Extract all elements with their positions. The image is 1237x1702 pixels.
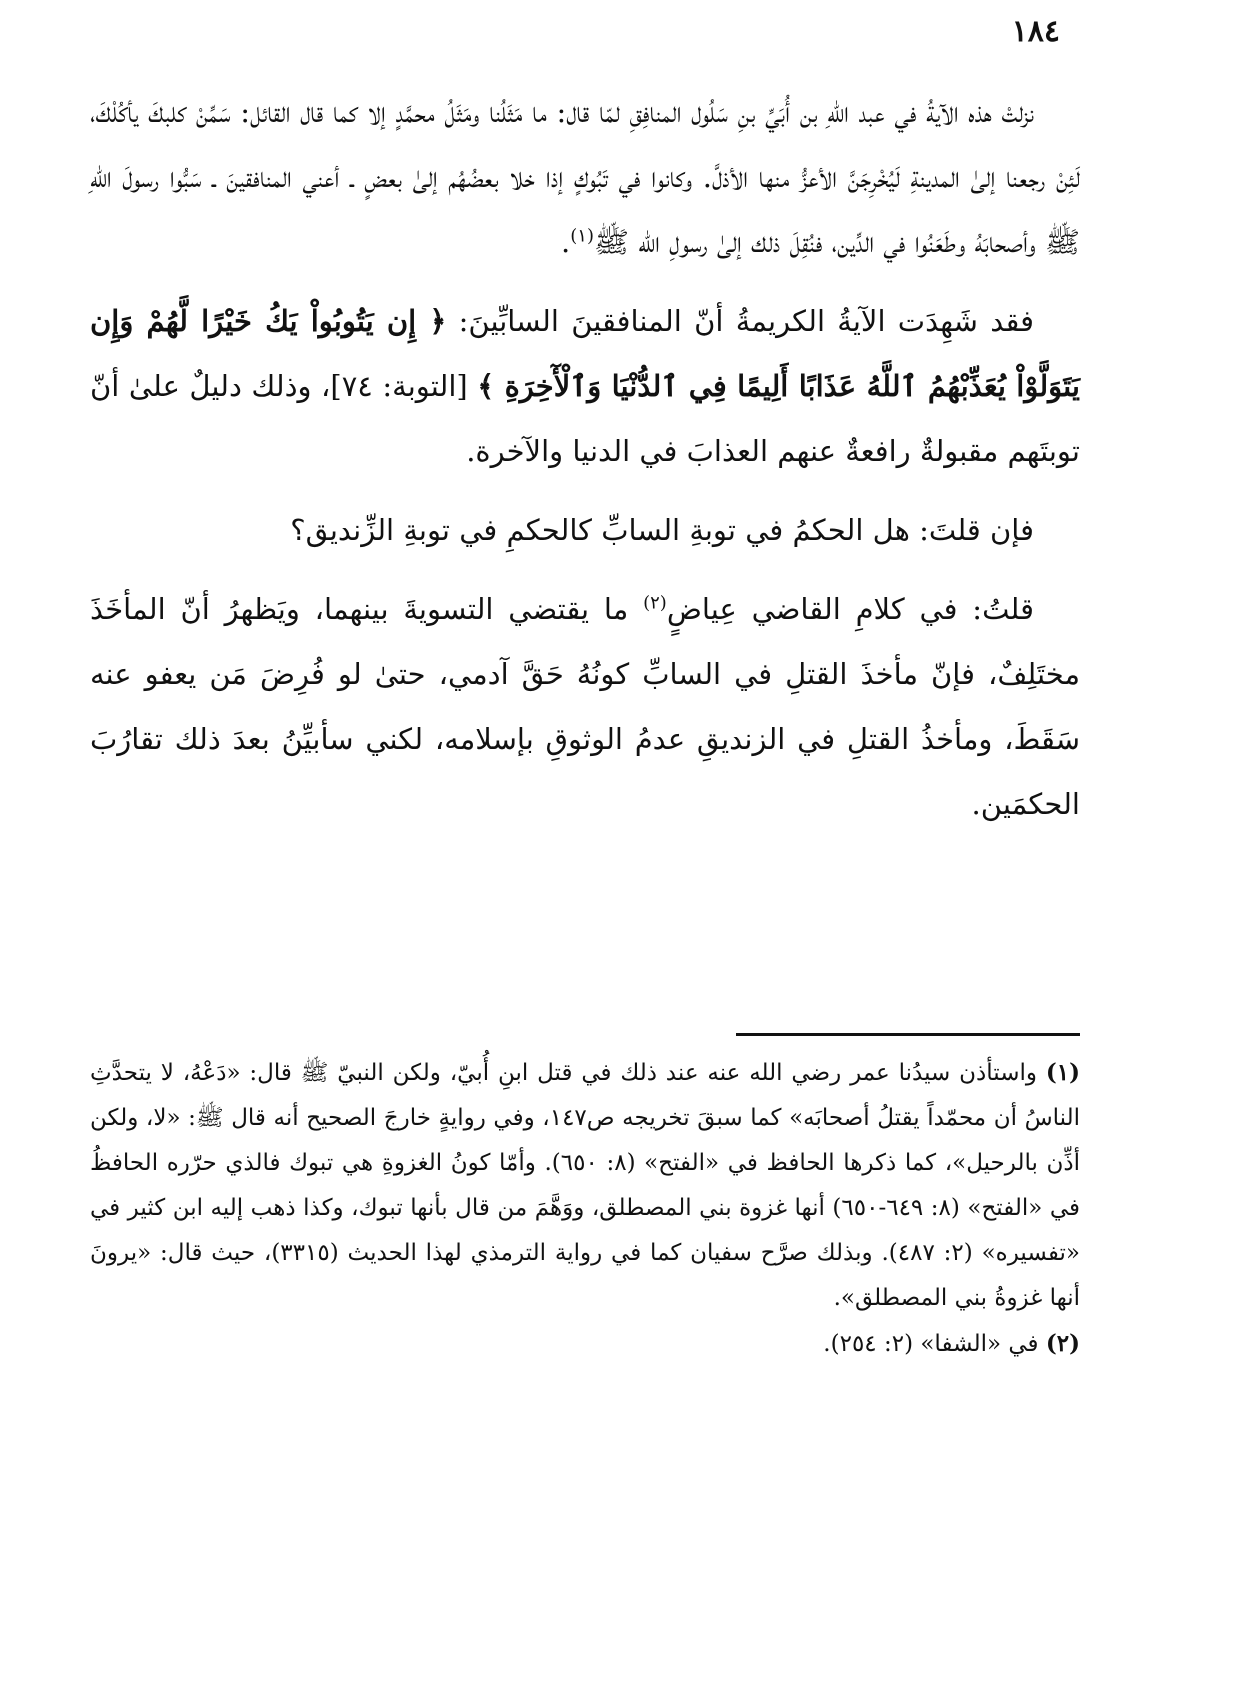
paragraph-1-text: نزلتْ هذه الآيةُ في عبد اللهِ بن أُبَيِّ بنِ سَلُول المنافِقِ لمّا قال: ما مَثَلُنا ومَثَلُ محمَّدٍ إلا كما قال القائل: سَمِّنْ كلبكَ يأكُلْكَ، لَئِنْ رجعنا إلىٰ المدينةِ لَيُخْرِجَنَّ الأعزُّ منها الأذلَّ. وكانوا في تَبُوكٍ إذا خلا بعضُهُم إلىٰ بعضٍ ـ أعني المنافقينَ ـ سَبُّوا رسولَ اللهِ ﷺ وأصحابَهُ وطَعَنُوا في الدِّين، فنُقِلَ ذلك إلىٰ رسولِ الله ﷺ: [90, 95, 1080, 259]
paragraph-2-text: فقد شَهِدَت الآيةُ الكريمةُ أنّ المنافقينَ السابِّينَ:: [458, 304, 1035, 338]
paragraph-2: [90, 289, 1080, 484]
footnote-1-number: (١): [1045, 1059, 1081, 1086]
paragraph-4-tail: ما يقتضي التسويةَ بينهما، ويَظهرُ أنّ المأخَذَ مختَلِفٌ، فإنّ مأخذَ القتلِ في السابِّ كونُهُ حَقَّ آدمي، حتىٰ لو فُرِضَ مَن يعفو عنه سَقَطَ، ومأخذُ القتلِ في الزنديقِ عدمُ الوثوقِ بإسلامه، لكني سأبيِّنُ بعدَ ذلك تقارُبَ الحكمَين.: [90, 592, 1080, 821]
footnote-2-number: (٢): [1045, 1330, 1080, 1357]
footnote-2: [90, 1321, 1080, 1367]
footnote-1-text: واستأذن سيدُنا عمر رضي الله عنه عند ذلك في قتل ابنِ أُبيّ، ولكن النبيّ ﷺ قال: «دَعْهُ، لا يتحدَّثِ الناسُ أن محمّداً يقتلُ أصحابَه» كما سبقَ تخريجه ص١٤٧، وفي روايةٍ خارجَ الصحيح أنه قال ﷺ: «لا، ولكن أذِّن بالرحيل»، كما ذكرها الحافظ في «الفتح» (٨: ٦٥٠). وأمّا كونُ الغزوةِ هي تبوك فالذي حرّره الحافظُ في «الفتح» (٨: ٦٤٩-٦٥٠) أنها غزوة بني المصطلق، ووَهَّمَ من قال بأنها تبوك، وكذا ذهب إليه ابن كثير في «تفسيره» (٢: ٤٨٧). وبذلك صرَّح سفيان كما في رواية الترمذي لهذا الحديث (٣٣١٥)، حيث قال: «يرونَ أنها غزوةُ بني المصطلق».: [90, 1060, 1081, 1311]
paragraph-4: [90, 577, 1080, 837]
main-text: [90, 80, 1080, 837]
footnote-2-text: في «الشفا» (٢: ٢٥٤).: [823, 1331, 1039, 1357]
footnote-ref-2[interactable]: (٢): [643, 592, 667, 614]
paragraph-1: نزلتْ هذه الآيةُ في عبد اللهِ بن أُبَيِّ بنِ سَلُول المنافِقِ لمّا قال: ما مَثَلُنا ومَثَلُ محمَّدٍ إلا كما قال القائل: سَمِّنْ كلبكَ يأكُلْكَ، لَئِنْ رجعنا إلىٰ المدينةِ لَيُخْرِجَنَّ الأعزُّ منها الأذلَّ. وكانوا في تَبُوكٍ إذا خلا بعضُهُم إلىٰ بعضٍ ـ أعني المنافقينَ ـ سَبُّوا رسولَ اللهِ ﷺ وأصحابَهُ وطَعَنُوا في الدِّين، فنُقِلَ ذلك إلىٰ رسولِ الله ﷺ$^{(١)}$.: [90, 95, 1080, 259]
paragraph-4-text: قلتُ: في كلامِ القاضي عِياضٍ: [666, 592, 1035, 626]
footnote-ref-1[interactable]: (١): [570, 225, 594, 247]
footnote-divider: [736, 1033, 1080, 1036]
footnote-1: [90, 1050, 1080, 1321]
quran-verse: ﴿ إِن يَتُوبُواْ يَكُ خَيْرًا لَّهُمْ وَإِن يَتَوَلَّوْاْ يُعَذِّبْهُمُ ٱللَّهُ عَذَابًا أَلِيمًا فِي ٱلدُّنْيَا وَٱلْأٓخِرَةِ ﴾: [90, 304, 1080, 403]
footnotes: [90, 1050, 1080, 1367]
paragraph-3-text: فإن قلتَ: هل الحكمُ في توبةِ السابِّ كالحكمِ في توبةِ الزِّنديق؟: [290, 513, 1034, 547]
page-number: ١٨٤: [1011, 14, 1060, 49]
paragraph-3: [90, 498, 1080, 563]
paragraph-2-tail: [التوبة: ٧٤]، وذلك دليلٌ علىٰ أنّ توبتَهم مقبولةٌ رافعةٌ عنهم العذابَ في الدنيا والآخرة.: [90, 369, 1080, 468]
